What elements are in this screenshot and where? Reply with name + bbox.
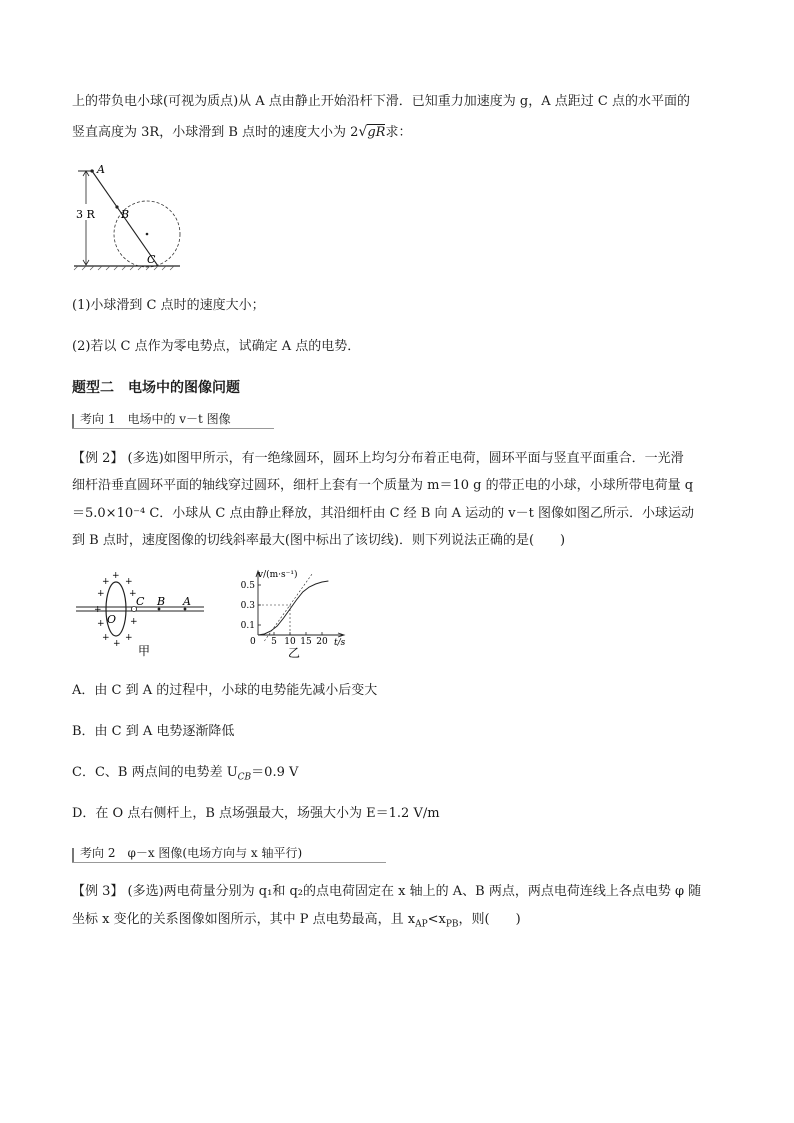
x-tick-label: 10 (284, 637, 296, 647)
label-C: C (147, 253, 156, 266)
x-axis-label: t/s (334, 638, 346, 648)
tag-bar (72, 414, 74, 428)
y-tick-label: 0.1 (240, 621, 255, 631)
plus-sign: + (97, 589, 105, 599)
label-A: A (183, 595, 191, 608)
plus-sign: + (112, 571, 120, 581)
plus-sign: + (113, 639, 121, 649)
x-tick-label: 5 (271, 637, 277, 647)
example-3-line-2 (72, 911, 521, 934)
example-2-line-3: ＝5.0×10⁻⁴ C．小球从 C 点由静止释放，其沿细杆由 C 经 B 向 A 运动的 v－t 图像如图乙所示．小球运动 (72, 506, 694, 521)
subscript-PB: PB (445, 919, 459, 930)
subscript-AP: AP (415, 919, 428, 930)
option-C-subscript: CB (237, 772, 252, 783)
plus-sign: + (94, 605, 102, 615)
sqrt-sign: √ (358, 124, 368, 140)
plus-sign: + (129, 589, 137, 599)
sqrt-content: gR (367, 125, 386, 140)
plus-sign: + (97, 619, 105, 629)
question-1: (1)小球滑到 C 点时的速度大小； (72, 298, 265, 313)
label-3R: 3 R (76, 208, 95, 221)
ring-charges (94, 571, 138, 649)
question-2: (2)若以 C 点作为零电势点，试确定 A 点的电势． (72, 339, 361, 354)
intro-line-2-end: 求： (385, 125, 412, 140)
label-B: B (157, 595, 166, 608)
example-2-line-2: 细杆沿垂直圆环平面的轴线穿过圆环，细杆上套有一个质量为 m＝10 g 的带正电的小球，小球所带电荷量 q (72, 478, 694, 493)
ring-center (146, 233, 149, 236)
less-than-x: <x (427, 912, 446, 927)
vt-chart (228, 567, 360, 659)
label-A: A (97, 163, 105, 176)
example-3-line-2-end: ，则( ) (458, 912, 521, 927)
x-tick-label: 20 (316, 637, 328, 647)
section-title: 题型二 电场中的图像问题 (72, 380, 240, 396)
option-C-value: ＝0.9 V (251, 765, 299, 780)
y-tick-label: 0.3 (240, 601, 255, 611)
topic-tag-1-text: 考向 1 电场中的 v－t 图像 (80, 412, 231, 426)
option-A: A．由 C 到 A 的过程中，小球的电势能先减小后变大 (72, 683, 378, 698)
option-B: B．由 C 到 A 电势逐渐降低 (72, 724, 235, 739)
plus-sign: + (102, 577, 110, 587)
tangent-line (264, 574, 312, 642)
plus-sign: + (125, 633, 133, 643)
caption-jia: 甲 (138, 644, 151, 658)
point-B (115, 205, 118, 208)
ground-hatch (74, 266, 174, 270)
option-D: D．在 O 点右侧杆上，B 点场强最大，场强大小为 E＝1.2 V/m (72, 806, 440, 821)
label-O: O (107, 613, 117, 626)
example-3-line-1: 【例 3】 (多选)两电荷量分别为 q₁和 q₂的点电荷固定在 x 轴上的 A、B 两点，两点电荷连线上各点电势 φ 随 (72, 884, 702, 899)
option-C (72, 764, 298, 787)
plus-sign: + (102, 633, 110, 643)
label-C: C (136, 595, 145, 608)
option-C-text: C．C、B 两点间的电势差 U (72, 765, 238, 780)
example-3-line-2-text: 坐标 x 变化的关系图像如图所示，其中 P 点电势最高，且 x (72, 912, 416, 927)
point-A (184, 608, 187, 611)
x-tick-label: 15 (300, 637, 312, 647)
topic-tag-2 (72, 842, 386, 863)
topic-tag-1 (72, 408, 274, 429)
origin-label: 0 (250, 637, 256, 647)
topic-tag-2-text: 考向 2 φ－x 图像(电场方向与 x 轴平行) (80, 846, 303, 860)
plus-sign: + (125, 577, 133, 587)
series-line (258, 581, 328, 635)
y-tick-label: 0.5 (240, 581, 255, 591)
point-A (90, 169, 93, 172)
point-B (158, 608, 161, 611)
intro-line-1: 上的带负电小球(可视为质点)从 A 点由静止开始沿杆下滑．已知重力加速度为 g，A 点距过 C 点的水平面的 (72, 94, 690, 109)
ring-rod-figure (72, 566, 212, 658)
plus-sign: + (130, 617, 138, 627)
rod-ring-figure (72, 160, 192, 275)
tag-bar (72, 848, 74, 862)
caption-yi: 乙 (288, 646, 301, 659)
intro-line-2 (72, 123, 411, 142)
label-B: B (121, 208, 130, 221)
example-2-line-4: 到 B 点时，速度图像的切线斜率最大(图中标出了该切线)．则下列说法正确的是( ) (72, 533, 566, 548)
charged-ring (106, 582, 126, 636)
example-2-line-1: 【例 2】 (多选)如图甲所示，有一绝缘圆环，圆环上均匀分布着正电荷，圆环平面与竖直平面重合．一光滑 (72, 451, 684, 466)
y-axis-label: v/(m·s⁻¹) (258, 570, 298, 580)
intro-line-2-text: 竖直高度为 3R，小球滑到 B 点时的速度大小为 2 (72, 125, 359, 140)
chart-marks (241, 574, 329, 648)
